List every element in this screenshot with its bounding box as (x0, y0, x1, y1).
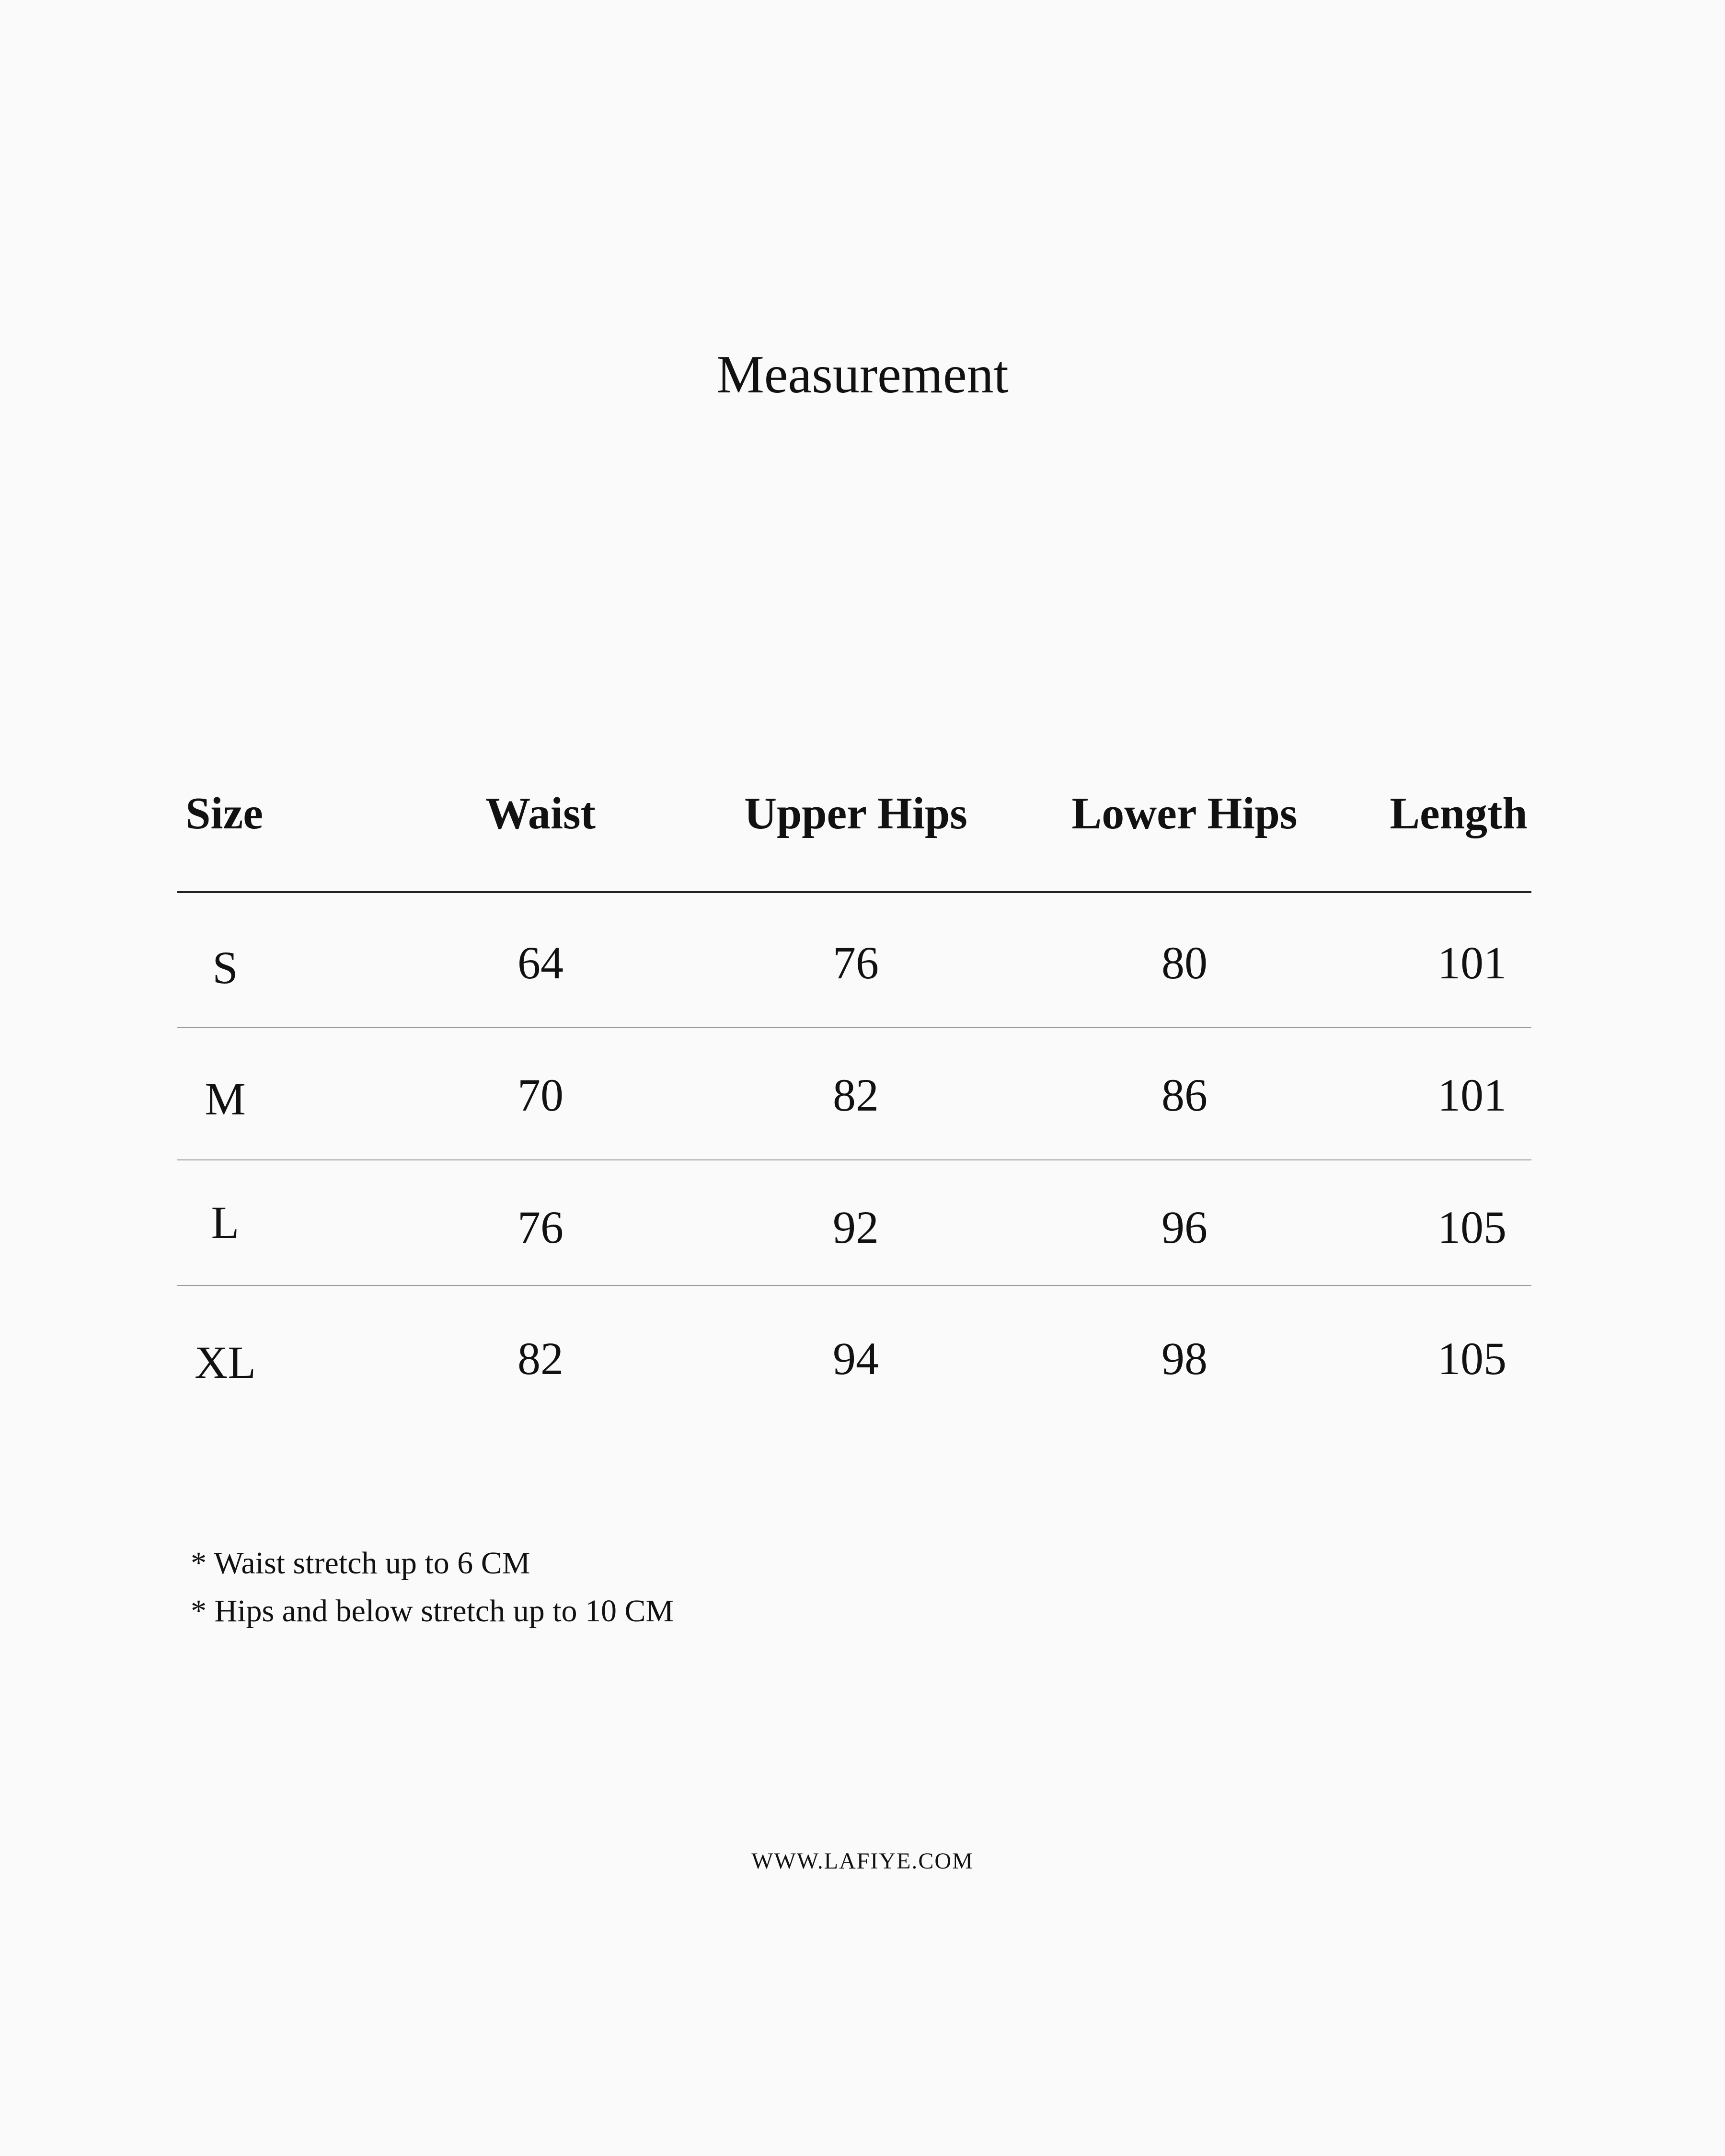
cell-waist: 70 (518, 1069, 564, 1121)
cell-upper-hips: 82 (833, 1069, 879, 1121)
cell-size: M (205, 1073, 246, 1124)
header-lower-hips: Lower Hips (1071, 789, 1298, 838)
cell-lower-hips: 86 (1162, 1069, 1208, 1121)
row-divider (177, 1027, 1531, 1028)
cell-upper-hips: 76 (833, 937, 879, 988)
footer-website: WWW.LAFIYE.COM (751, 1848, 974, 1874)
cell-length: 105 (1438, 1202, 1506, 1253)
cell-waist: 82 (518, 1333, 564, 1384)
header-size: Size (185, 789, 263, 838)
cell-lower-hips: 98 (1162, 1333, 1208, 1384)
cell-waist: 64 (518, 937, 564, 988)
cell-size: XL (195, 1337, 256, 1388)
cell-size: L (211, 1197, 240, 1248)
cell-upper-hips: 92 (833, 1202, 879, 1253)
cell-lower-hips: 96 (1162, 1202, 1208, 1253)
cell-length: 101 (1438, 1069, 1506, 1121)
row-divider (177, 1285, 1531, 1286)
cell-upper-hips: 94 (833, 1333, 879, 1384)
cell-size: S (212, 942, 238, 993)
row-divider (177, 1159, 1531, 1160)
header-divider (177, 891, 1531, 893)
page-title: Measurement (716, 345, 1009, 404)
header-length: Length (1390, 789, 1528, 838)
note-waist-stretch: * Waist stretch up to 6 CM (191, 1546, 530, 1581)
cell-length: 105 (1438, 1333, 1506, 1384)
header-upper-hips: Upper Hips (744, 789, 967, 838)
cell-length: 101 (1438, 937, 1506, 988)
header-waist: Waist (485, 789, 596, 838)
note-hips-stretch: * Hips and below stretch up to 10 CM (191, 1594, 674, 1628)
cell-lower-hips: 80 (1162, 937, 1208, 988)
cell-waist: 76 (518, 1202, 564, 1253)
